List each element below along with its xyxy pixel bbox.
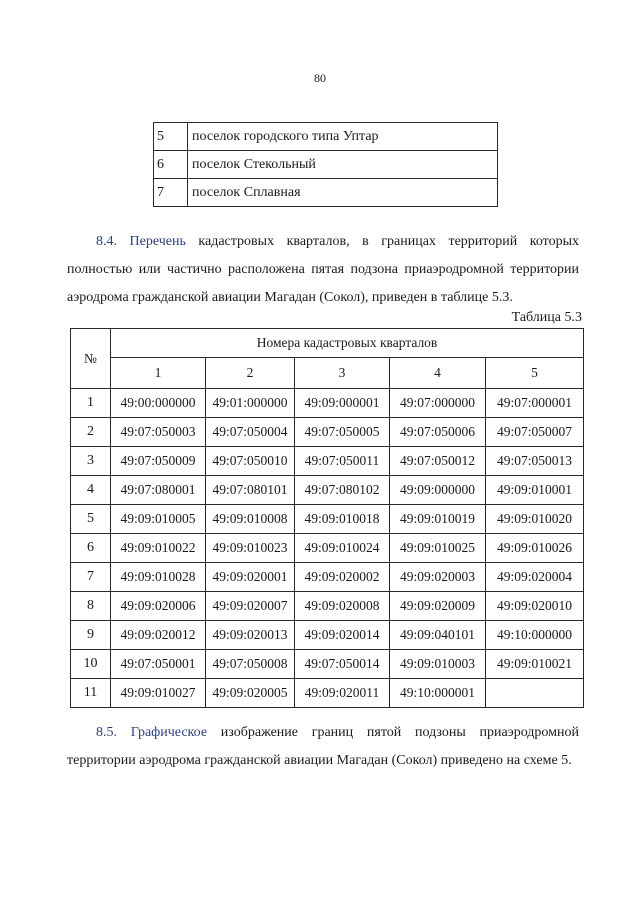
table-row: [71, 592, 584, 621]
number-header: №: [71, 329, 111, 389]
table-row: [154, 123, 498, 151]
cadastral-number-cell: 49:09:020004: [486, 563, 584, 592]
cadastral-quarters-table: [70, 328, 584, 708]
row-number: 4: [71, 476, 111, 505]
row-number: 6: [71, 534, 111, 563]
table-row: [154, 179, 498, 207]
cadastral-number-cell: 49:09:010018: [295, 505, 390, 534]
cadastral-number-cell: 49:09:020003: [390, 563, 486, 592]
cadastral-number-cell: 49:09:020009: [390, 592, 486, 621]
cadastral-number-cell: 49:09:010020: [486, 505, 584, 534]
table-row: [71, 418, 584, 447]
cadastral-number-cell: 49:07:080101: [206, 476, 295, 505]
cadastral-number-cell: 49:09:010005: [111, 505, 206, 534]
cadastral-number-cell: 49:07:050004: [206, 418, 295, 447]
cadastral-number-cell: 49:10:000000: [486, 621, 584, 650]
cadastral-number-cell: [486, 679, 584, 708]
cadastral-number-cell: 49:09:020011: [295, 679, 390, 708]
cadastral-number-cell: 49:09:010025: [390, 534, 486, 563]
cadastral-number-cell: 49:07:000001: [486, 389, 584, 418]
cadastral-number-cell: 49:09:040101: [390, 621, 486, 650]
settlement-name: поселок городского типа Уптар: [188, 123, 498, 151]
cadastral-number-cell: 49:07:050009: [111, 447, 206, 476]
table-row: [71, 447, 584, 476]
cadastral-number-cell: 49:09:010023: [206, 534, 295, 563]
cadastral-number-cell: 49:09:010026: [486, 534, 584, 563]
table-row: [71, 505, 584, 534]
paragraph-text: изображение границ пятой подзоны приаэродромной территории аэродрома гражданской авиации Магадан (Сокол) приведено на схеме 5.: [67, 725, 579, 768]
cadastral-number-cell: 49:01:000000: [206, 389, 295, 418]
cadastral-number-cell: 49:00:000000: [111, 389, 206, 418]
table-row: [71, 389, 584, 418]
cadastral-number-cell: 49:10:000001: [390, 679, 486, 708]
column-header: 3: [295, 358, 390, 389]
column-header: 5: [486, 358, 584, 389]
row-number: 10: [71, 650, 111, 679]
column-header: 1: [111, 358, 206, 389]
cadastral-number-cell: 49:09:000001: [295, 389, 390, 418]
cadastral-number-cell: 49:09:010019: [390, 505, 486, 534]
table-row: [71, 621, 584, 650]
paragraph-8-5: [67, 719, 579, 775]
cadastral-number-cell: 49:09:020013: [206, 621, 295, 650]
row-number: 11: [71, 679, 111, 708]
row-number: 3: [71, 447, 111, 476]
cadastral-number-cell: 49:07:050013: [486, 447, 584, 476]
cadastral-number-cell: 49:07:050001: [111, 650, 206, 679]
cadastral-number-cell: 49:09:010001: [486, 476, 584, 505]
table-caption: Таблица 5.3: [511, 310, 582, 325]
cadastral-number-cell: 49:09:020010: [486, 592, 584, 621]
cadastral-number-cell: 49:07:050011: [295, 447, 390, 476]
cadastral-number-cell: 49:07:050006: [390, 418, 486, 447]
cadastral-number-cell: 49:07:000000: [390, 389, 486, 418]
cadastral-number-cell: 49:09:010008: [206, 505, 295, 534]
cadastral-number-cell: 49:07:050014: [295, 650, 390, 679]
table-row: [71, 563, 584, 592]
settlements-table: [153, 122, 498, 207]
table-row: [154, 151, 498, 179]
paragraph-8-4: [67, 228, 579, 312]
row-number: 9: [71, 621, 111, 650]
row-number: 5: [154, 123, 188, 151]
row-number: 7: [71, 563, 111, 592]
table-row: [71, 650, 584, 679]
table-row: [71, 534, 584, 563]
row-number: 1: [71, 389, 111, 418]
column-header: 4: [390, 358, 486, 389]
row-number: 2: [71, 418, 111, 447]
cadastral-number-cell: 49:09:020005: [206, 679, 295, 708]
page-number: 80: [314, 71, 326, 85]
table-row: [71, 679, 584, 708]
cadastral-number-cell: 49:07:080102: [295, 476, 390, 505]
cadastral-number-cell: 49:07:050010: [206, 447, 295, 476]
cadastral-number-cell: 49:09:020001: [206, 563, 295, 592]
cadastral-number-cell: 49:09:020012: [111, 621, 206, 650]
cadastral-number-cell: 49:07:050005: [295, 418, 390, 447]
paragraph-text: кадастровых кварталов, в границах территорий которых полностью или частично расположена пятая подзона приаэродромной территории аэродрома гражданской авиации Магадан (Сокол), приведен в таблице 5.3.: [67, 234, 580, 305]
cadastral-number-cell: 49:07:050012: [390, 447, 486, 476]
row-number: 7: [154, 179, 188, 207]
cadastral-number-cell: 49:07:080001: [111, 476, 206, 505]
cadastral-number-cell: 49:07:050008: [206, 650, 295, 679]
cadastral-number-cell: 49:09:020008: [295, 592, 390, 621]
table-row: [71, 476, 584, 505]
cadastral-number-cell: 49:09:020014: [295, 621, 390, 650]
cadastral-number-cell: 49:09:010003: [390, 650, 486, 679]
cadastral-number-cell: 49:09:010027: [111, 679, 206, 708]
row-number: 6: [154, 151, 188, 179]
cadastral-number-cell: 49:09:010028: [111, 563, 206, 592]
cadastral-number-cell: 49:09:000000: [390, 476, 486, 505]
paragraph-lead: 8.4. Перечень: [96, 234, 186, 249]
settlement-name: поселок Стекольный: [188, 151, 498, 179]
cadastral-number-cell: 49:07:050007: [486, 418, 584, 447]
paragraph-lead: 8.5. Графическое: [96, 725, 208, 740]
settlement-name: поселок Сплавная: [188, 179, 498, 207]
group-header: Номера кадастровых кварталов: [111, 329, 584, 358]
row-number: 5: [71, 505, 111, 534]
cadastral-number-cell: 49:09:020002: [295, 563, 390, 592]
cadastral-number-cell: 49:07:050003: [111, 418, 206, 447]
cadastral-number-cell: 49:09:010024: [295, 534, 390, 563]
cadastral-number-cell: 49:09:020006: [111, 592, 206, 621]
cadastral-number-cell: 49:09:010022: [111, 534, 206, 563]
cadastral-number-cell: 49:09:010021: [486, 650, 584, 679]
column-header: 2: [206, 358, 295, 389]
cadastral-number-cell: 49:09:020007: [206, 592, 295, 621]
row-number: 8: [71, 592, 111, 621]
